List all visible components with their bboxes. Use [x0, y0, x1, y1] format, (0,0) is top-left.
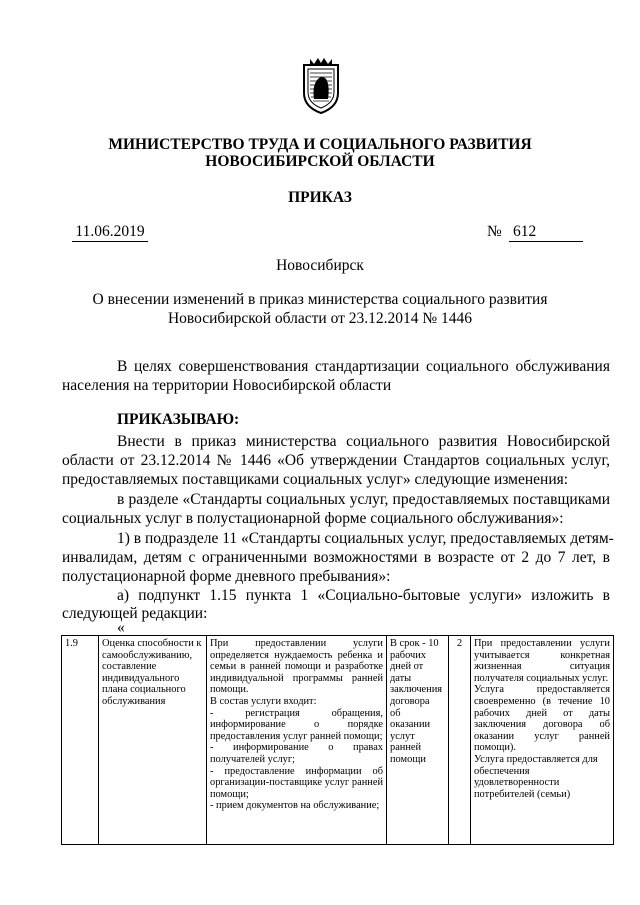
document-type: ПРИКАЗ — [288, 189, 352, 206]
term-line: дней от — [390, 661, 424, 673]
quality-para: Услуга предоставляется для обеспечения удовлетворенности потребителей (семьи) — [474, 753, 598, 800]
description-para: - прием документов на обслуживание; — [210, 800, 380, 812]
ministry-name-line2: НОВОСИБИРСКОЙ ОБЛАСТИ — [205, 153, 435, 170]
body-line: Внести в приказ министерства социального развития Новосибирской — [117, 433, 610, 450]
number-label: № — [487, 223, 502, 240]
description-para: В состав услуги входит: — [210, 695, 317, 707]
body-line: а) подпункт 1.15 пункта 1 «Социально-бытовые услуги» изложить в — [117, 587, 610, 604]
order-number: 612 — [509, 223, 583, 242]
cell-count — [449, 636, 471, 845]
name-line: обслуживания — [102, 695, 166, 707]
body-line: предоставляемых поставщиками социальных услуг» следующие изменения: — [62, 471, 569, 488]
term-line: об — [390, 707, 401, 719]
subject-line1: О внесении изменений в приказ министерства социального развития — [92, 291, 548, 308]
count-value: 2 — [456, 638, 463, 649]
coat-of-arms-icon — [298, 55, 344, 115]
body-line: области от 23.12.2014 № 1446 «Об утверждении Стандартов социальных услуг, — [62, 452, 610, 469]
cell-description — [207, 636, 387, 845]
city: Новосибирск — [276, 257, 364, 274]
name-line: индивидуального — [102, 672, 180, 684]
term-line: оказании — [390, 719, 431, 731]
row-number: 1.9 — [65, 638, 78, 649]
term-line: услут — [390, 730, 415, 742]
body-line: полустационарной форме дневного пребывания»: — [62, 568, 391, 585]
description-para: - информирование о правах получателей услуг; — [210, 742, 383, 765]
body-line: социальных услуг в полустационарной форме социального обслуживания»: — [62, 510, 564, 527]
term-line: заключения — [390, 684, 443, 696]
cell-service-name — [99, 636, 207, 845]
term-line: даты — [390, 672, 412, 684]
ministry-name-line1: МИНИСТЕРСТВО ТРУДА И СОЦИАЛЬНОГО РАЗВИТИЯ — [108, 136, 532, 153]
table-row — [62, 636, 614, 845]
standards-table — [61, 635, 614, 845]
body-line: 1) в подразделе 11 «Стандарты социальных услуг, предоставляемых детям- — [117, 530, 614, 547]
name-line: Оценка способности к — [102, 638, 202, 649]
quality-para: При предоставлении услуги учитывается конкретная жизненная ситуация получателя социальных услуг. — [474, 638, 610, 684]
preamble-line: населения на территории Новосибирской области — [62, 377, 392, 394]
term-line: договора — [390, 695, 430, 707]
preamble-line: В целях совершенствования стандартизации социального обслуживания — [117, 358, 610, 375]
term-line: помощи — [390, 753, 426, 765]
term-line: В срок - 10 — [390, 638, 439, 649]
description-para: - предоставление информации об организации-поставщике услуг ранней помощи; — [210, 765, 383, 800]
cell-number — [62, 636, 99, 845]
body-line: инвалидам, детям с ограниченными возможностями в возрасте от 2 до 7 лет, в — [62, 549, 610, 566]
body-line: в разделе «Стандарты социальных услуг, предоставляемых поставщиками — [117, 491, 610, 508]
cell-term — [387, 636, 449, 845]
description-para: При предоставлении услуги определяется нуждаемость ребенка и семьи в ранней помощи и разработке индивидуальной программы ранней помощи. — [210, 638, 383, 696]
order-word: ПРИКАЗЫВАЮ: — [117, 411, 240, 428]
name-line: плана социального — [102, 684, 186, 696]
description-para: - регистрация обращения, информирование о порядке предоставления услуг ранней помощи; — [210, 707, 383, 742]
term-line: рабочих — [390, 649, 427, 661]
quality-para: Услуга предоставляется своевременно (в течение 10 рабочих дней от даты заключения договора об оказании услуг ранней помощи). — [474, 684, 610, 754]
term-line: ранней — [390, 742, 422, 754]
name-line: составление — [102, 661, 157, 673]
opening-quote: « — [117, 619, 125, 636]
body-line: следующей редакции: — [62, 605, 208, 622]
order-date: 11.06.2019 — [72, 223, 148, 242]
name-line: самообслуживанию, — [102, 649, 193, 661]
subject-line2: Новосибирской области от 23.12.2014 № 1446 — [167, 310, 473, 327]
cell-quality — [471, 636, 614, 845]
